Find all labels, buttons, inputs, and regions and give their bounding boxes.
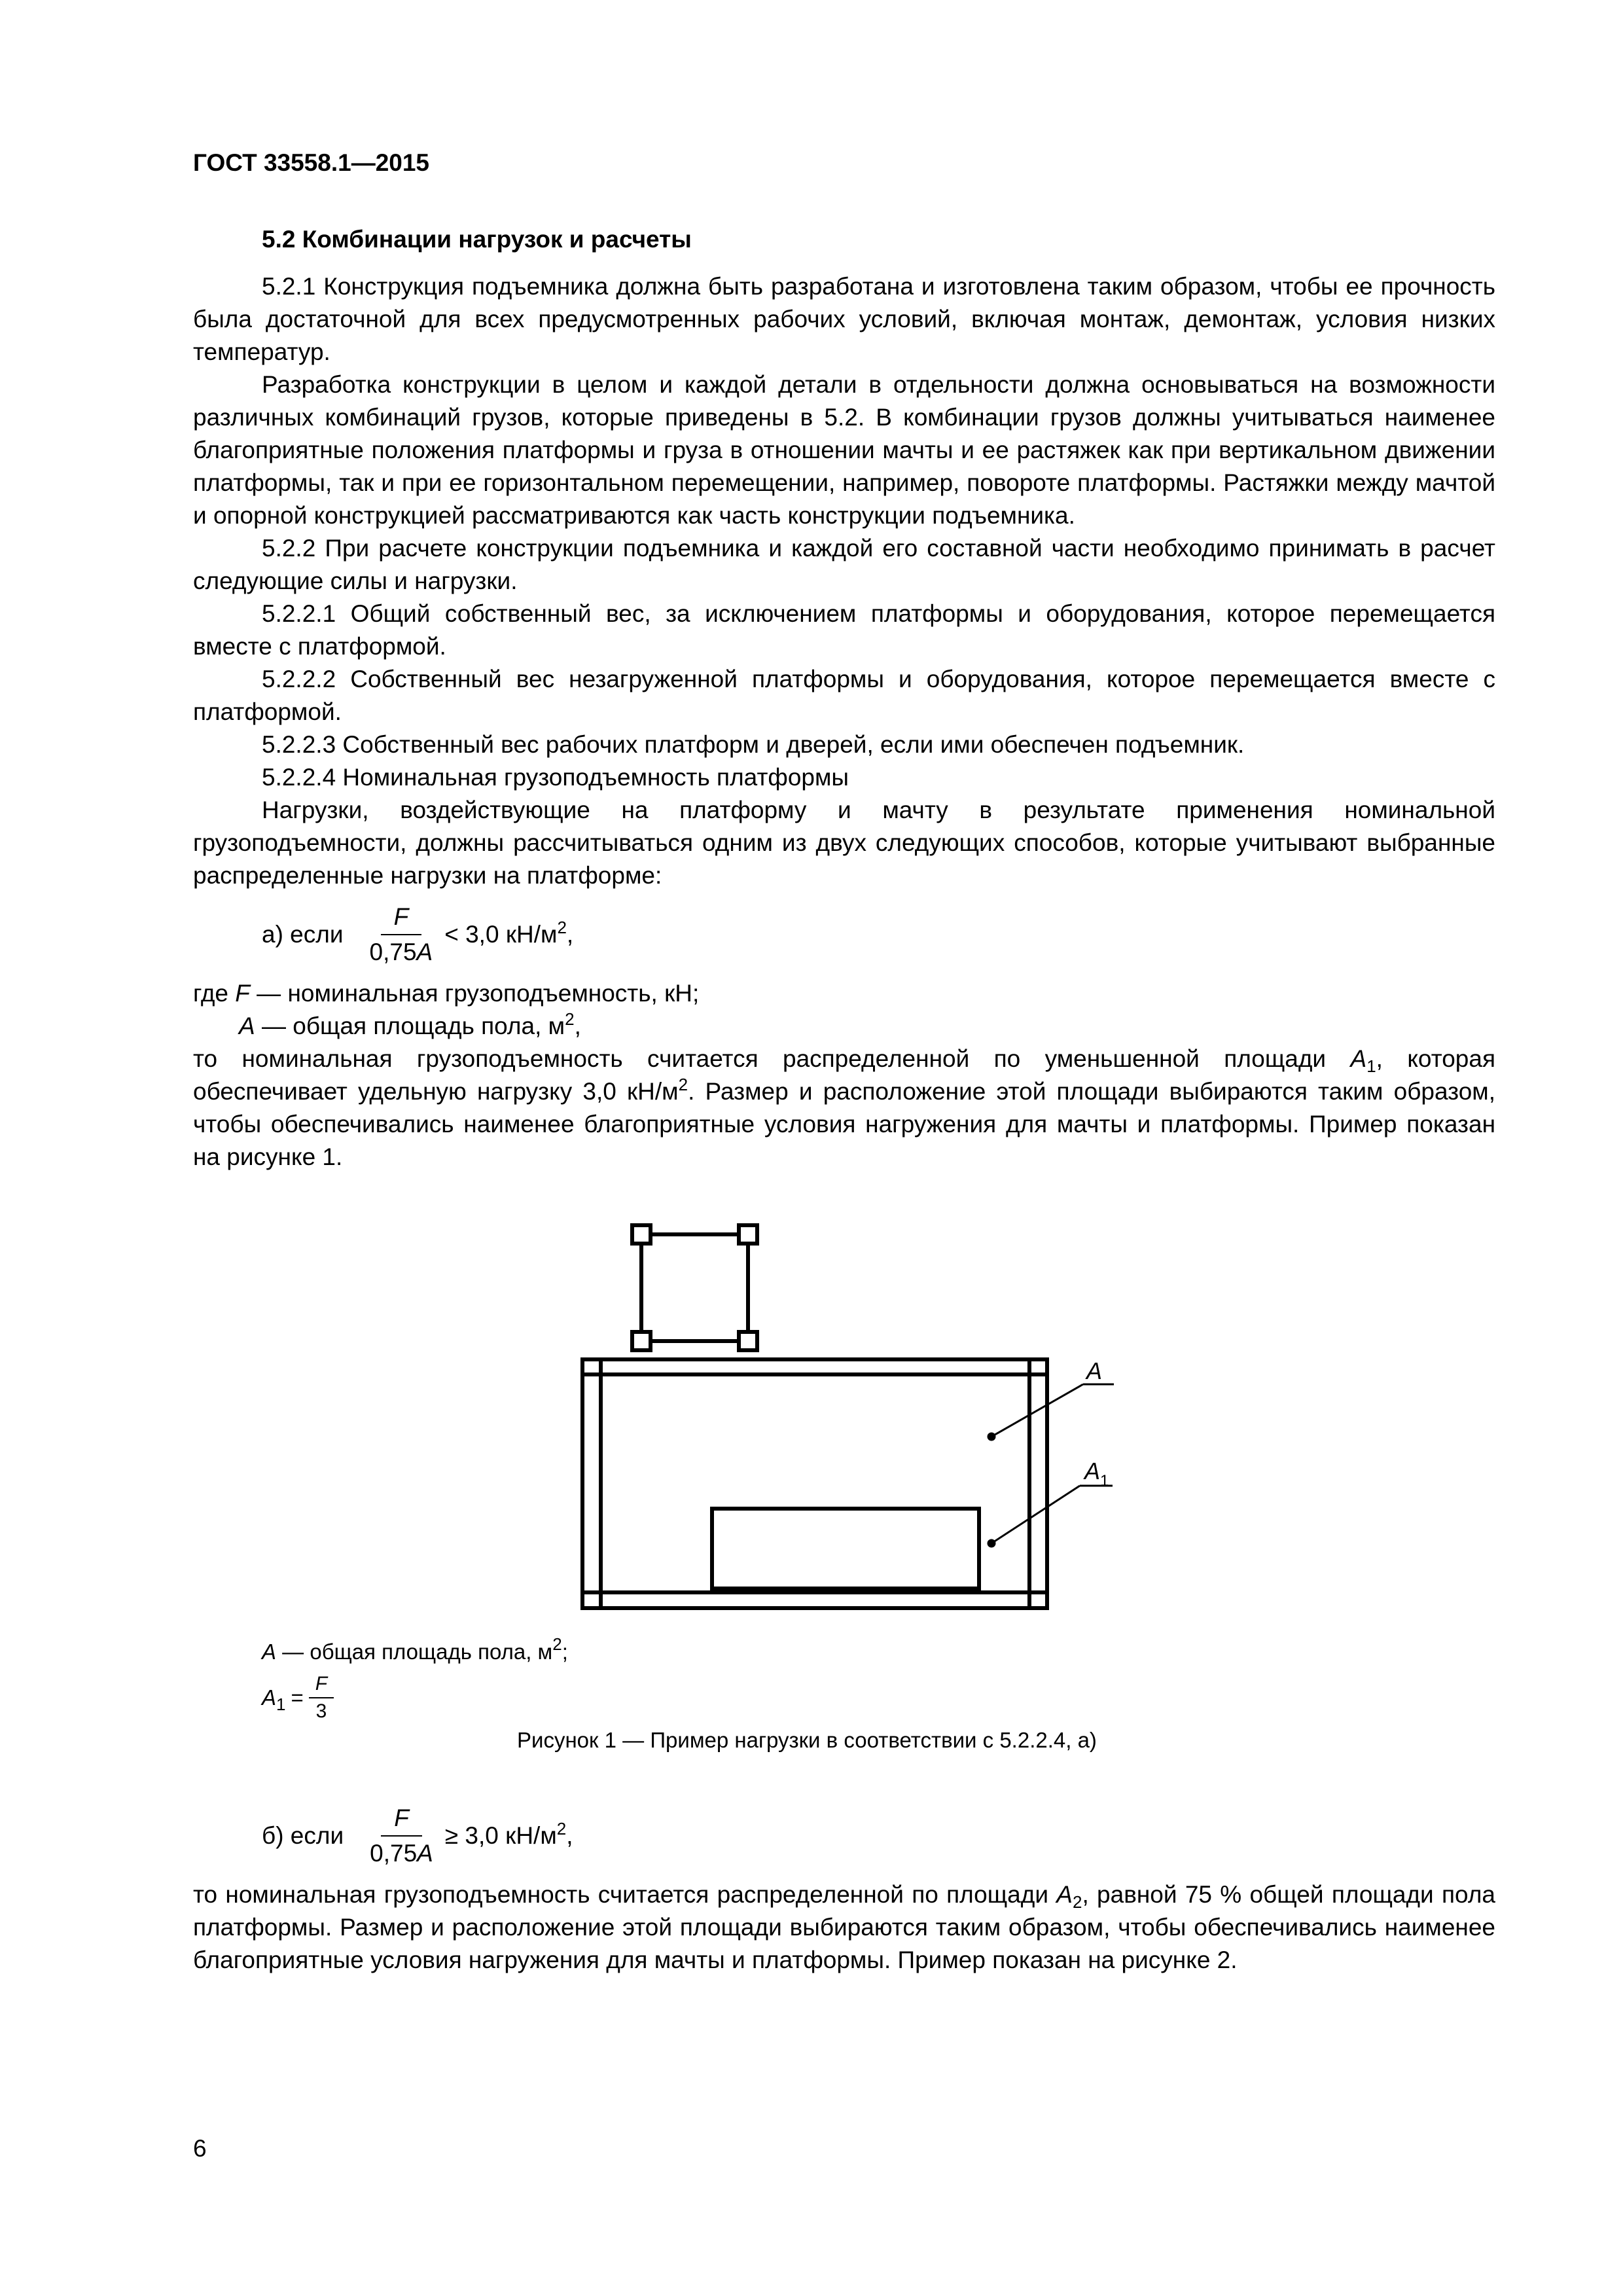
mast-frame bbox=[641, 1234, 748, 1341]
paragraph-5-2-1: 5.2.1 Конструкция подъемника должна быть разработана и изготовлена таким образом, чтобы ее прочность была достаточной для всех предусмотренных рабочих условий, включая монтаж, демонтаж, условия низких температур. bbox=[193, 273, 1495, 365]
page-number: 6 bbox=[193, 2135, 207, 2162]
leader-a1-dot bbox=[988, 1540, 995, 1547]
formula-a-relation: < 3,0 $кН/м^2$, bbox=[444, 918, 574, 948]
mast-corner bbox=[632, 1332, 651, 1350]
figure-1-drawing bbox=[563, 1211, 1126, 1636]
mast-corner bbox=[739, 1225, 757, 1244]
leader-a-dot bbox=[988, 1433, 995, 1440]
mast-corner bbox=[739, 1332, 757, 1350]
formula-b-numerator: F bbox=[381, 1801, 422, 1837]
formula-a bbox=[193, 892, 1495, 977]
where-a: A — общая площадь пола, $м^2$, bbox=[239, 1009, 581, 1039]
paragraph-5-2-2-4: 5.2.2.4 Номинальная грузоподъемность платформы bbox=[262, 764, 849, 791]
figure-legend bbox=[262, 1634, 568, 1725]
text-block-top bbox=[193, 270, 1495, 1174]
area-a1-rect bbox=[712, 1509, 979, 1588]
leader-a1 bbox=[991, 1486, 1080, 1543]
paragraph-5-2-2: 5.2.2 При расчете конструкции подъемника и каждой его составной части необходимо принимать в расчет следующие силы и нагрузки. bbox=[193, 535, 1495, 594]
figure-caption: Рисунок 1 — Пример нагрузки в соответствии с 5.2.2.4, а) bbox=[517, 1728, 1097, 1752]
label-a1: $A_1$ bbox=[1084, 1458, 1109, 1490]
label-a: A bbox=[1086, 1357, 1103, 1384]
paragraph-5-2-2-1: 5.2.2.1 Общий собственный вес, за исключением платформы и оборудования, которое перемещается вместе с платформой. bbox=[193, 600, 1495, 660]
formula-b-label: б) если bbox=[262, 1822, 344, 1849]
formula-b bbox=[193, 1793, 1495, 1878]
paragraph-5-2-2-3: 5.2.2.3 Собственный вес рабочих платформ и дверей, если ими обеспечен подъемник. bbox=[262, 731, 1245, 758]
text-block-bottom bbox=[193, 1793, 1495, 1977]
document-header: ГОСТ 33558.1—2015 bbox=[193, 149, 430, 176]
formula-b-fraction bbox=[370, 1801, 433, 1871]
formula-a-label: а) если bbox=[262, 921, 344, 948]
formula-a-numerator: F bbox=[381, 900, 422, 935]
formula-a-fraction bbox=[370, 900, 433, 969]
formula-b-relation: ≥ 3,0 $кН/м^2$, bbox=[444, 1819, 573, 1849]
platform-inner bbox=[601, 1374, 1029, 1592]
paragraph-loads: Нагрузки, воздействующие на платформу и мачту в результате применения номинальной грузоподъемности, должны рассчитываться одним из двух следующих способов, которые учитывают выбранные распределенные нагрузки на платформе: bbox=[193, 797, 1495, 889]
leader-a bbox=[991, 1384, 1083, 1437]
formula-b-denominator: 0,75A bbox=[370, 1840, 433, 1867]
paragraph-case-b: то номинальная грузоподъемность считается распределенной по площади $A_2$, равной 75 % общей площади пола платформы. Размер и расположение этой площади выбираются таким образом, чтобы обеспечивались наименее благоприятные условия нагружения для мачты и платформы. Пример показан на рисунке 2. bbox=[193, 1881, 1495, 1973]
mast-corner bbox=[632, 1225, 651, 1244]
section-title: 5.2 Комбинации нагрузок и расчеты bbox=[262, 226, 692, 253]
legend-a1: $A_1$ = $\frac{F}{3}$ bbox=[262, 1671, 568, 1725]
formula-a-denominator: 0,75A bbox=[369, 939, 433, 965]
paragraph-5-2-2-2: 5.2.2.2 Собственный вес незагруженной платформы и оборудования, которое перемещается вместе с платформой. bbox=[193, 666, 1495, 725]
legend-a: A — общая площадь пола, $м^2$; bbox=[262, 1634, 568, 1664]
where-f: где F — номинальная грузоподъемность, кН; bbox=[193, 980, 700, 1007]
paragraph-case-a: то номинальная грузоподъемность считается распределенной по уменьшенной площади $A_1$, которая обеспечивает удельную нагрузку 3,0 $кН/м^2$. Размер и расположение этой площади выбираются таким образом, чтобы обеспечивались наименее благоприятные условия нагружения для мачты и платформы. Пример показан на рисунке 1. bbox=[193, 1045, 1495, 1170]
paragraph-combinations: Разработка конструкции в целом и каждой детали в отдельности должна основываться на возможности различных комбинаций грузов, которые приведены в 5.2. В комбинации грузов должны учитываться наименее благоприятные положения платформы и груза в отношении мачты и ее растяжек как при вертикальном движении платформы, так и при ее горизонтальном перемещении, например, повороте платформы. Растяжки между мачтой и опорной конструкцией рассматриваются как часть конструкции подъемника. bbox=[193, 371, 1495, 529]
